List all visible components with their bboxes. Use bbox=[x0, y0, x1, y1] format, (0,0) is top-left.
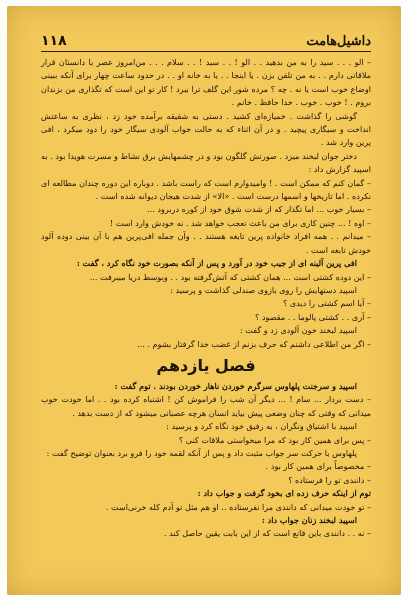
page-body bbox=[41, 56, 371, 573]
chapter-heading: فصل یازدهم bbox=[156, 355, 256, 375]
paragraph: اسپید و سرجنت پلهاوس سرگرم خوردن ناهار خوردن بودند . توم گفت : bbox=[114, 380, 357, 391]
page-header bbox=[41, 32, 371, 50]
paragraph: اسپید دستهایش را روی بازوی صندلی گذاشت و پرسید : bbox=[170, 284, 357, 295]
paragraph: – اوه ! ... چنین کاری برای من باعث تعجب خواهد شد . نه خودش وارد است ! bbox=[109, 217, 371, 228]
running-title: داشیل‌هامت bbox=[306, 33, 371, 49]
paragraph: اسپید لبخند خون آلودی زد و گفت : bbox=[239, 325, 357, 336]
paragraph: – الو . . . سید را به من بدهید . . الو ! . . سید ! . . سلام . . . من‌امروز عصر با دانستان قرار ملاقاتی دارم . . به من تلفن بزن . یا اینجا . . یا به خانه او . . در حدود ساعت چهار برای آنکه ببینی اوضاع خوب است یا نه . چه ؟ مرده شور این گلف ترا ببرد ! کار تو این است که تگذاری من بزندان بروم . ! خوب . خوب . خدا حافظ . خاتم . bbox=[41, 57, 371, 108]
paragraph: اسپید لبخند زنان جواب داد : bbox=[261, 515, 357, 525]
paragraph: – مخصوصاً برای همین کار بود . bbox=[265, 461, 371, 472]
paragraph: – گمان کنم که ممکن است . ! وامیدوارم است که راست باشد . دوباره این دوره چندان مطالعه ای نکرده . اما تاریخها و اسمها درست است . «الا» از شدت هیجان دیوانه شده است . bbox=[41, 177, 371, 202]
paragraph: افی پرین آلینه ای از جیب خود در آورد و پس از آنکه بصورت خود نگاه کرد ، گفت : bbox=[76, 258, 357, 269]
paragraph: اسپید با اشتیاق ونگران ، به رفیق خود نگاه کرد و پرسید : bbox=[166, 421, 357, 432]
paragraph: – تو خودت میدانی که دانندی مرا نفرستاده .. او هم مثل تو آدم کله خرنی‌است . bbox=[105, 501, 371, 512]
paragraph: – آری . . کشتی پالوما . . مقصود ؟ bbox=[255, 311, 371, 322]
paragraph: – بسیار خوب ... اما تگذار که از شدت شوق خود از کوره دربرود ... bbox=[147, 204, 371, 215]
paragraph: – اگر من اطلاعی داشتم که حرف بزنم از غضب خدا گرفتار بشوم . ... bbox=[137, 338, 371, 349]
paragraph: توم از اینکه حرف زده ای بخود گرفت و جواب داد : bbox=[197, 488, 371, 499]
paragraph: – پس برای همین کار بود که مرا میخواستی ملاقات کنی ؟ bbox=[178, 434, 371, 445]
paragraph: – آیا اسم کشتی را دیدی ؟ bbox=[282, 298, 371, 309]
paragraph: گوشی را گذاشت . خمیازه‌ای کشید . دستی به شقیقه برآمده خود زد ، نظری به ساعتش انداخت و سیگاری پیچید . و در آن اثناء که به حالت خواب آلودی سیگار خود را دود میکرد ، افی پرین وارد شد . bbox=[41, 110, 371, 148]
paragraph: – نه . . دانندی باین قانع است که از این بابت یقین حاصل کند . bbox=[164, 528, 371, 539]
book-page bbox=[7, 6, 401, 595]
paragraph: – دست بردار ... سام ! ... دیگر آن شب را فراموش کن ! اشتباه کرده بود . . اما خودت خوب میدانی که وقتی که چنان وضعی پیش بیاید انسان هرچه عصبانی میشود که از دست بدهد . bbox=[41, 394, 371, 418]
paragraph: – دانندی تو را فرستاده ؟ bbox=[288, 474, 371, 485]
header-rule bbox=[41, 51, 371, 52]
paragraph: – این دوده کشتی است ... همان کشتی که آتش‌گرفته بود . . وبوسط دریا میبرفت ... bbox=[89, 271, 371, 282]
paragraph: – میدانم . . همه افراد خانواده پرین تابغه هستند . . وآن جمله افی‌پرین هم با آن بینی دوده آلود خودش تابغه است . bbox=[41, 231, 371, 255]
paragraph: دختر جوان لبخند میزد . صورتش گلگون بود و در چشمهایش برق نشاط و مسرت هویدا بود . به اسپید گزارش داد : bbox=[41, 150, 371, 175]
paragraph: پلهاوس با حرکت سر جواب مثبت داد و پس از آنکه لقمه خود را فرو برد بعنوان توضیح گفت : bbox=[46, 447, 357, 458]
page-number: ۱۱۸ bbox=[41, 33, 67, 49]
